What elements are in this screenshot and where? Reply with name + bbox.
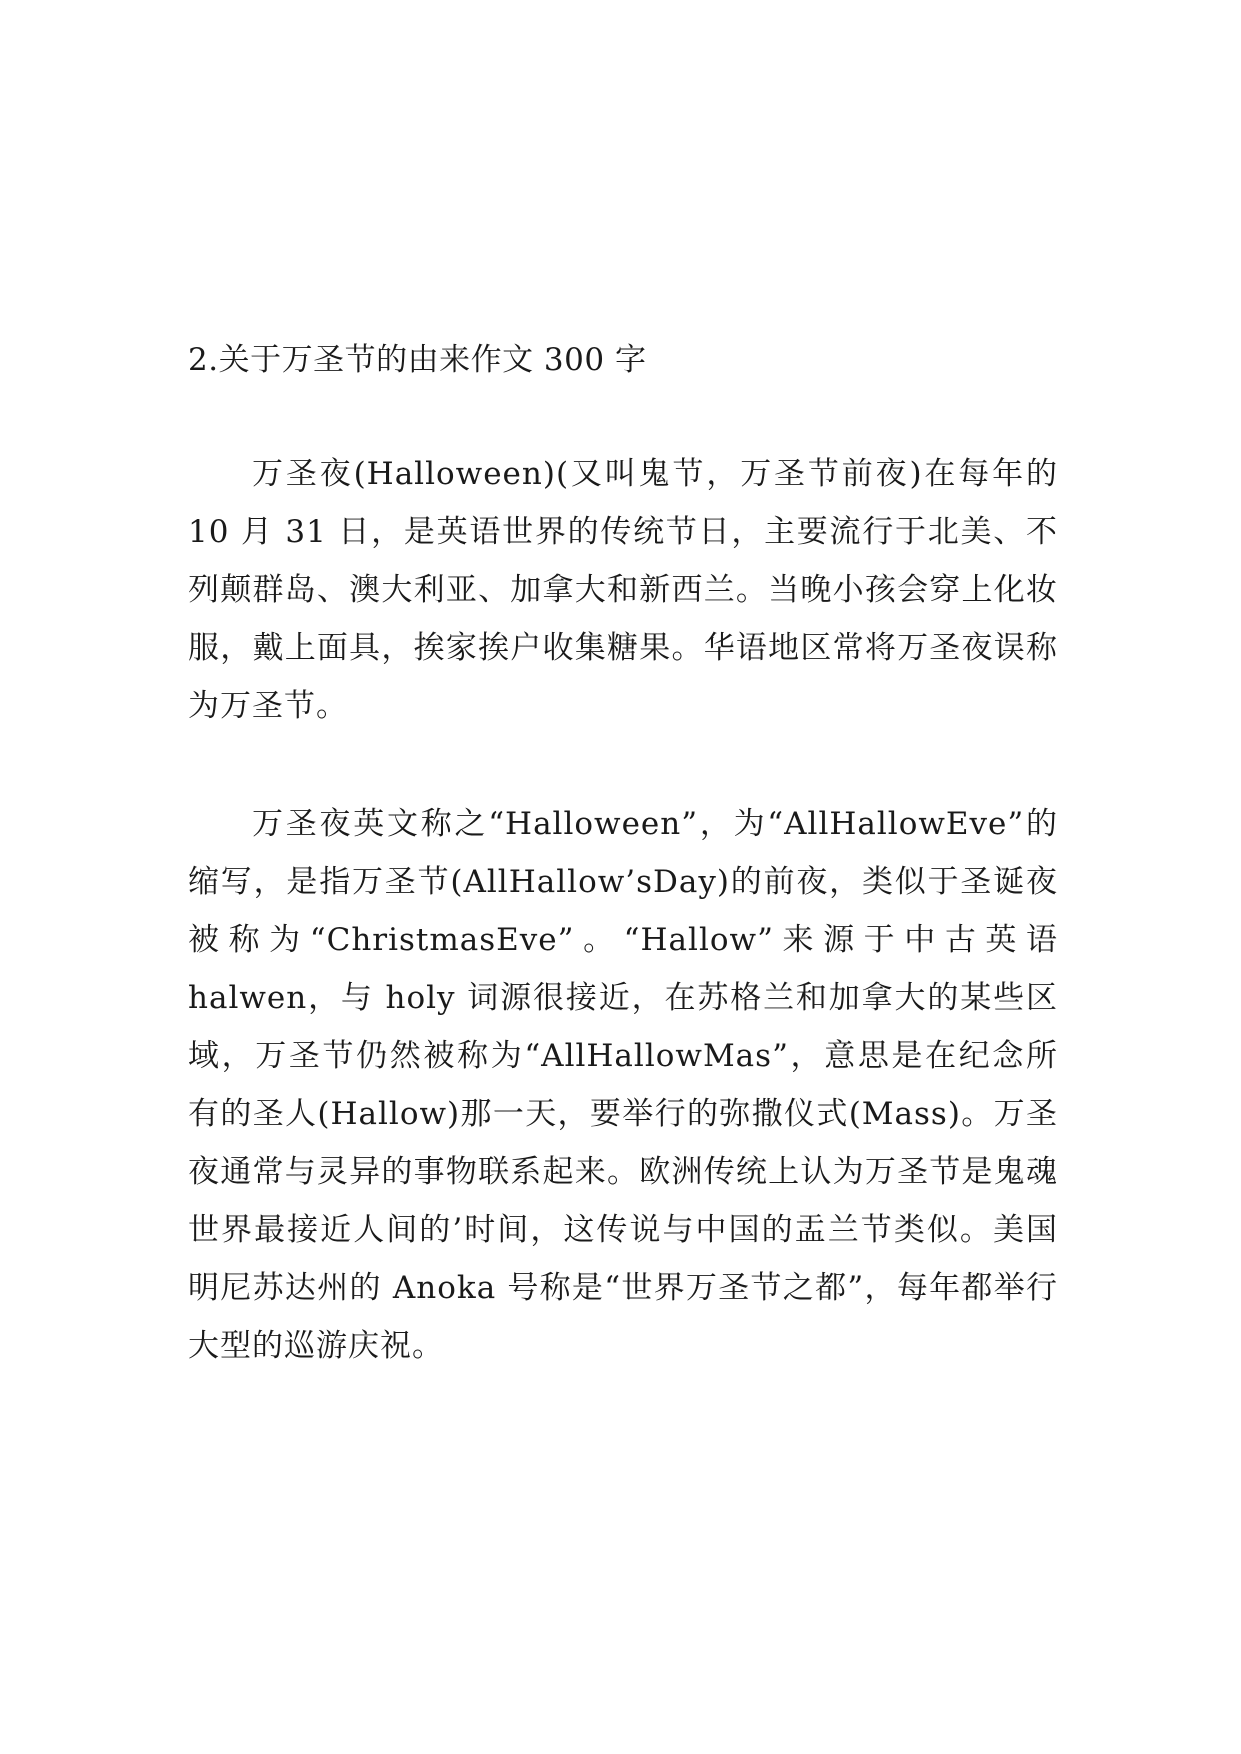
document-title: 2.关于万圣节的由来作文 300 字 (188, 342, 647, 378)
document-body (188, 330, 1058, 1435)
paragraph-2: 万圣夜英文称之“Halloween”，为“AllHallowEve”的缩写，是指万圣节(AllHallow’sDay)的前夜，类似于圣诞夜被称为“ChristmasEve”。“Hallow”来源于中古英语 halwen，与 holy 词源很接近，在苏格兰和加拿大的某些区域，万圣节仍然被称为“AllHallowMas”，意思是在纪念所有的圣人(Hallow)那一天，要举行的弥撒仪式(Mass)。万圣夜通常与灵异的事物联系起来。欧洲传统上认为万圣节是鬼魂世界最接近人间的’时间，这传说与中国的盂兰节类似。美国明尼苏达州的 Anoka 号称是“世界万圣节之都”，每年都举行大型的巡游庆祝。 (188, 806, 1058, 1364)
paragraph-1: 万圣夜(Halloween)(又叫鬼节，万圣节前夜)在每年的 10 月 31 日，是英语世界的传统节日，主要流行于北美、不列颠群岛、澳大利亚、加拿大和新西兰。当晚小孩会穿上化妆服，戴上面具，挨家挨户收集糖果。华语地区常将万圣夜误称为万圣节。 (188, 456, 1058, 724)
